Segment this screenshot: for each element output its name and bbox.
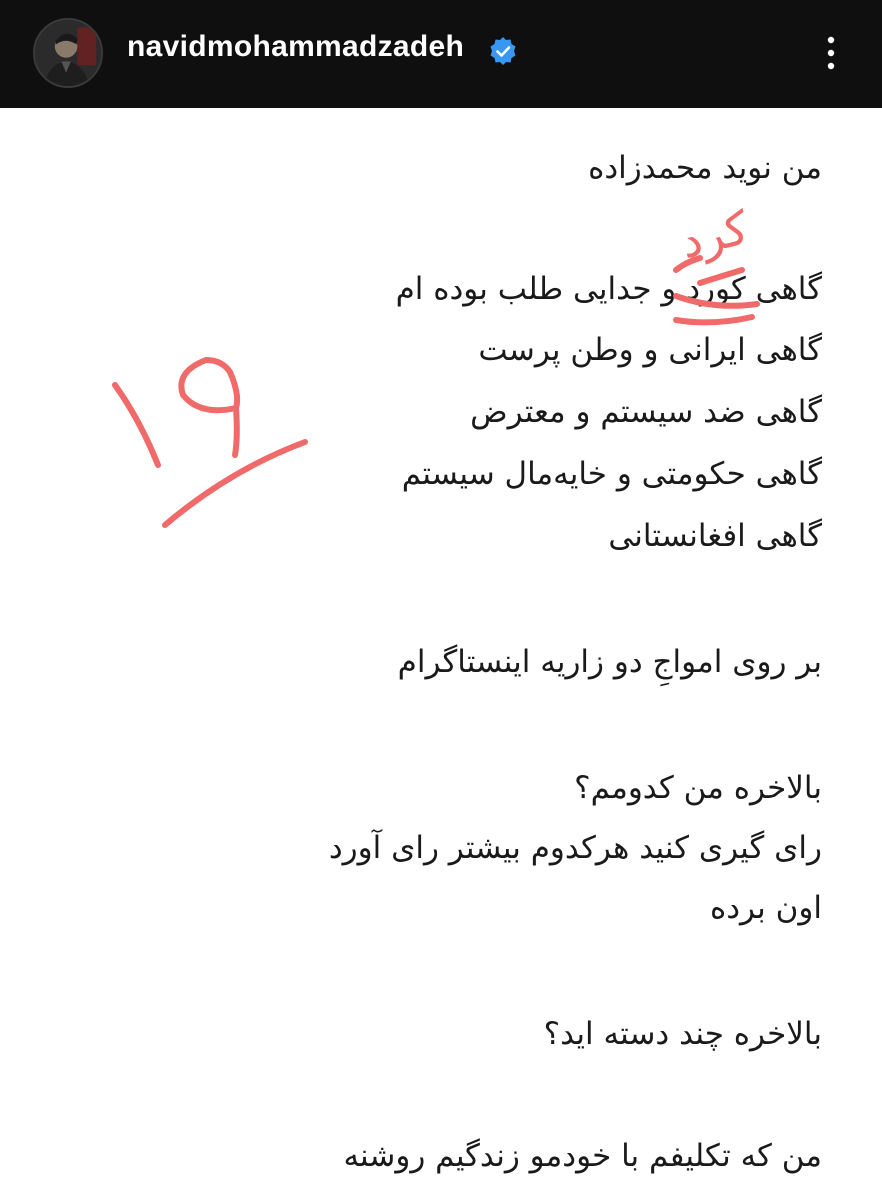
caption-line: گاهی افغانستانی [608, 518, 822, 554]
caption-line: اون برده [710, 890, 822, 926]
caption-line: رای گیری کنید هرکدوم بیشتر رای آورد [328, 830, 822, 866]
more-options-icon[interactable] [816, 28, 846, 78]
caption-line: گاهی ضد سیستم و معترض [470, 394, 822, 430]
caption-line: بر روی امواجِ دو زاریه اینستاگرام [397, 644, 822, 680]
caption-line: من که تکلیفم با خودمو زندگیم روشنه [343, 1138, 822, 1174]
caption-line: گاهی حکومتی و خایه‌مال سیستم [401, 456, 822, 492]
caption-line: من نوید محمدزاده [588, 150, 822, 186]
username[interactable]: navidmohammadzadeh [127, 30, 465, 63]
caption-line: بالاخره من کدومم؟ [574, 770, 822, 806]
avatar[interactable] [33, 18, 103, 88]
caption-line: گاهی کورد و جدایی طلب بوده ام [395, 271, 822, 307]
caption-line: بالاخره چند دسته اید؟ [543, 1016, 822, 1052]
verified-badge-icon [488, 36, 518, 66]
post-header [0, 0, 882, 108]
post-caption [0, 108, 882, 1200]
profile-photo-icon [35, 20, 101, 86]
correction-word: کرد [674, 200, 754, 269]
caption-line: گاهی ایرانی و وطن پرست [478, 332, 822, 368]
